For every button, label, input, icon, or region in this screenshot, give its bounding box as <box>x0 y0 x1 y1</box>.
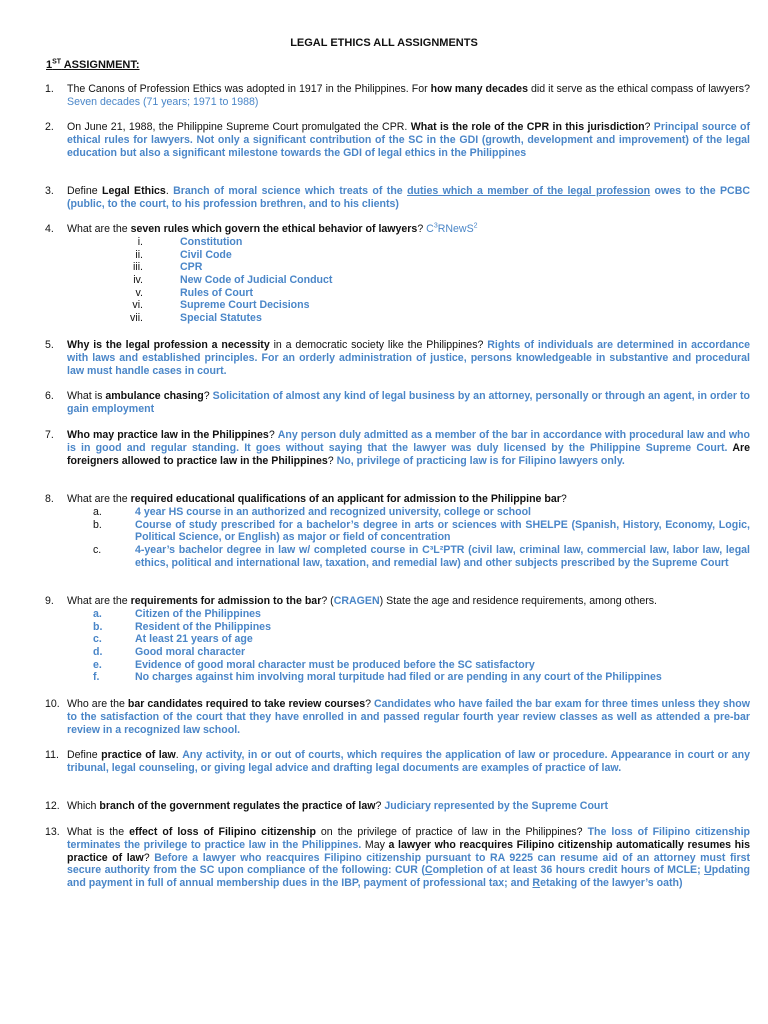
question-6 <box>45 390 751 416</box>
answer-text: Judiciary represented by the Supreme Court <box>384 800 609 812</box>
question-text: ? <box>560 493 567 505</box>
question-number: 10. <box>45 698 60 710</box>
question-text: ? <box>143 851 155 864</box>
answer-text: etaking of the lawyer’s oath) <box>540 877 683 890</box>
question-13 <box>45 826 750 890</box>
question-text: What is the <box>67 826 130 838</box>
question-number: 6. <box>45 390 54 402</box>
question-emphasis: practice of law <box>101 749 176 761</box>
answer-text: Principal source of ethical rules for lawyers. Not only a significant contribution of the SC in the GDI (growth, development and improvement) of the legal education but also a significant milestone towards the GDI of legal ethics in the Philippines <box>67 121 750 159</box>
question-2 <box>45 121 750 159</box>
question-text: May <box>361 838 389 851</box>
question-9 <box>45 595 750 608</box>
mnemonic: $C^3RNewS^2$ <box>426 222 478 235</box>
question-text: ? ( <box>321 595 334 607</box>
question-text: ) State the age and residence requirements, among others. <box>379 595 657 607</box>
question-emphasis: Are foreigners allowed to practice law in the Philippines <box>67 441 751 467</box>
question-number: 5. <box>45 339 54 351</box>
question-number: 7. <box>45 429 54 441</box>
question-text: ? <box>644 121 654 133</box>
question-text: . <box>165 185 174 197</box>
question-text: did it serve as the ethical compass of lawyers? <box>527 83 750 95</box>
list-item: f. No charges against him involving moral turpitude had filed or are pending in any court of the Philippines <box>93 671 662 684</box>
question-text: Define <box>67 749 102 761</box>
list-item: b. Course of study prescribed for a bachelor’s degree in arts or sciences with SHELPE (Spanish, History, Economy, Logic, Political Science, or English) as major or field of concentration <box>93 518 750 544</box>
answer-text: owes to the PCBC (public, to the court, to his profession brethren, and to his clients) <box>67 185 751 210</box>
answer-underlined: C <box>424 864 433 877</box>
answer-text: No, privilege of practicing law is for Filipino lawyers only. <box>336 454 625 467</box>
question-emphasis: bar candidates required to take review courses <box>127 698 366 710</box>
question-text: On June 21, 1988, the Philippine Supreme Court promulgated the CPR. <box>67 121 411 133</box>
question-text: What are the <box>67 493 131 505</box>
list-item: c. 4-year’s bachelor degree in law w/ completed course in C³L²PTR (civil law, criminal law, commercial law, labor law, legal ethics, political and international law, taxation, and remedial law) and other subjects prescribed by the Supreme Court <box>93 544 750 569</box>
list-item: iii. CPR <box>132 261 203 274</box>
question-text: Which <box>67 800 100 812</box>
question-7 <box>45 429 751 467</box>
question-12 <box>45 800 750 813</box>
question-number: 2. <box>45 121 54 133</box>
question-emphasis: requirements for admission to the bar <box>130 595 322 607</box>
list-item: a. Citizen of the Philippines <box>93 608 261 620</box>
question-5 <box>45 339 750 377</box>
question-text: on the privilege of practice of law in the Philippines? <box>315 826 588 838</box>
question-number: 3. <box>45 185 54 197</box>
question-number: 1. <box>45 83 54 95</box>
list-item: iv. New Code of Judicial Conduct <box>133 274 333 287</box>
assignment-heading <box>46 59 140 72</box>
list-item: d. Good moral character <box>93 646 246 659</box>
answer-text: Seven decades (71 years; 1971 to 1988) <box>67 95 259 108</box>
list-item: v. Rules of Court <box>135 286 253 299</box>
question-text: ? <box>365 698 375 710</box>
question-number: 9. <box>45 595 54 607</box>
list-item: b. Resident of the Philippines <box>93 620 271 633</box>
question-11 <box>45 749 750 775</box>
question-text: What are the <box>67 595 131 607</box>
answer-text: Before a lawyer who reacquires Filipino citizenship pursuant to RA 9225 can resume aid of an attorney must first secure authority from the SC upon compliance of the following: CUR ( <box>67 851 750 877</box>
list-item: vi. Supreme Court Decisions <box>132 299 310 312</box>
question-emphasis: seven rules which govern the ethical behavior of lawyers <box>130 223 418 235</box>
heading-text: ASSIGNMENT: <box>61 59 140 71</box>
question-number: 8. <box>45 493 54 505</box>
list-item: i. Constitution <box>137 236 243 248</box>
answer-underlined: R <box>532 877 541 890</box>
question-8 <box>45 493 750 506</box>
answer-text: ompletion of at least 36 hours credit hours of MCLE; <box>432 864 705 877</box>
answer-text: Any activity, in or out of courts, which requires the application of law or procedure. Appearance in court or any tribunal, legal counseling, or giving legal advice and drafting legal documents are examples of practice of law. <box>67 749 750 774</box>
requirements-list <box>0 608 768 684</box>
question-emphasis: a lawyer who reacquires Filipino citizenship automatically resumes his practice of law <box>67 838 750 864</box>
question-number: 4. <box>45 223 54 235</box>
question-emphasis: Legal Ethics <box>102 185 166 197</box>
heading-number: 1 <box>46 59 53 71</box>
question-number: 12. <box>45 800 60 812</box>
answer-text: Branch of moral science which treats of the <box>173 185 408 197</box>
question-1 <box>45 83 750 109</box>
answer-text: Solicitation of almost any kind of legal business by an attorney, personally or through an agent, in order to gain employment <box>67 390 751 415</box>
question-text: Who are the <box>67 698 128 710</box>
question-number: 11. <box>45 749 59 761</box>
question-number: 13. <box>45 826 60 838</box>
question-text: ? <box>203 390 213 402</box>
question-emphasis: required educational qualifications of an applicant for admission to the Philippine bar <box>130 493 561 505</box>
question-emphasis: What is the role of the CPR in this jurisdiction <box>410 121 645 133</box>
question-emphasis: Who may practice law in the Philippines <box>67 429 269 441</box>
list-item: a. 4 year HS course in an authorized and recognized university, college or school <box>93 506 531 518</box>
answer-underlined: duties which a member of the legal profession <box>407 185 651 197</box>
document-title: LEGAL ETHICS ALL ASSIGNMENTS <box>290 37 478 49</box>
qualifications-list <box>0 506 768 582</box>
answer-underlined: U <box>704 864 712 877</box>
question-text: ? <box>417 223 427 235</box>
question-text: in a democratic society like the Philippines? <box>269 339 488 351</box>
list-item: c. At least 21 years of age <box>93 633 253 646</box>
question-emphasis: Why is the legal profession a necessity <box>67 339 270 351</box>
question-3 <box>45 185 751 211</box>
question-4 <box>45 222 750 236</box>
question-text: . <box>175 749 183 761</box>
answer-text: Any person duly admitted as a member of the bar in accordance with procedural law and who is in good and regular standing. It goes without saying that the lawyer was duly licensed by the Philippine Supreme Court. <box>67 429 751 454</box>
answer-text: Rights of individuals are determined in accordance with laws and established principles. For an orderly administration of justice, persons knowledgeable in substantive and procedural law must handle cases in court. <box>67 339 750 377</box>
question-emphasis: how many decades <box>430 83 528 95</box>
list-item: ii. Civil Code <box>135 248 232 261</box>
question-text: ? <box>268 429 278 441</box>
question-emphasis: branch of the government regulates the practice of law <box>99 800 376 812</box>
list-item: e. Evidence of good moral character must be produced before the SC satisfactory <box>93 658 535 671</box>
question-text: Define <box>67 185 102 197</box>
question-text: The Canons of Profession Ethics was adopted in 1917 in the Philippines. For <box>67 83 431 95</box>
answer-text: The loss of Filipino citizenship terminates the privilege to practice law in the Philippines. <box>67 826 750 851</box>
question-text: What is <box>67 390 106 402</box>
question-10 <box>45 698 750 736</box>
question-text: ? <box>375 800 385 812</box>
heading-ordinal: ST <box>52 58 62 66</box>
mnemonic: CRAGEN <box>333 595 380 607</box>
question-text: What are the <box>67 223 131 235</box>
list-item: vii. Special Statutes <box>130 312 262 325</box>
question-emphasis: ambulance chasing <box>105 390 204 402</box>
question-text: ? <box>327 454 337 467</box>
answer-text: pdating and payment in full of annual membership dues in the IBP, payment of professional tax; and <box>67 864 750 890</box>
answer-text: Candidates who have failed the bar exam for three times unless they show to the satisfaction of the court that they have enrolled in and passed regular fourth year review classes as well as attended a pre-bar review in a recognized law school. <box>67 698 750 736</box>
question-emphasis: effect of loss of Filipino citizenship <box>129 826 316 838</box>
rules-list <box>0 236 768 325</box>
